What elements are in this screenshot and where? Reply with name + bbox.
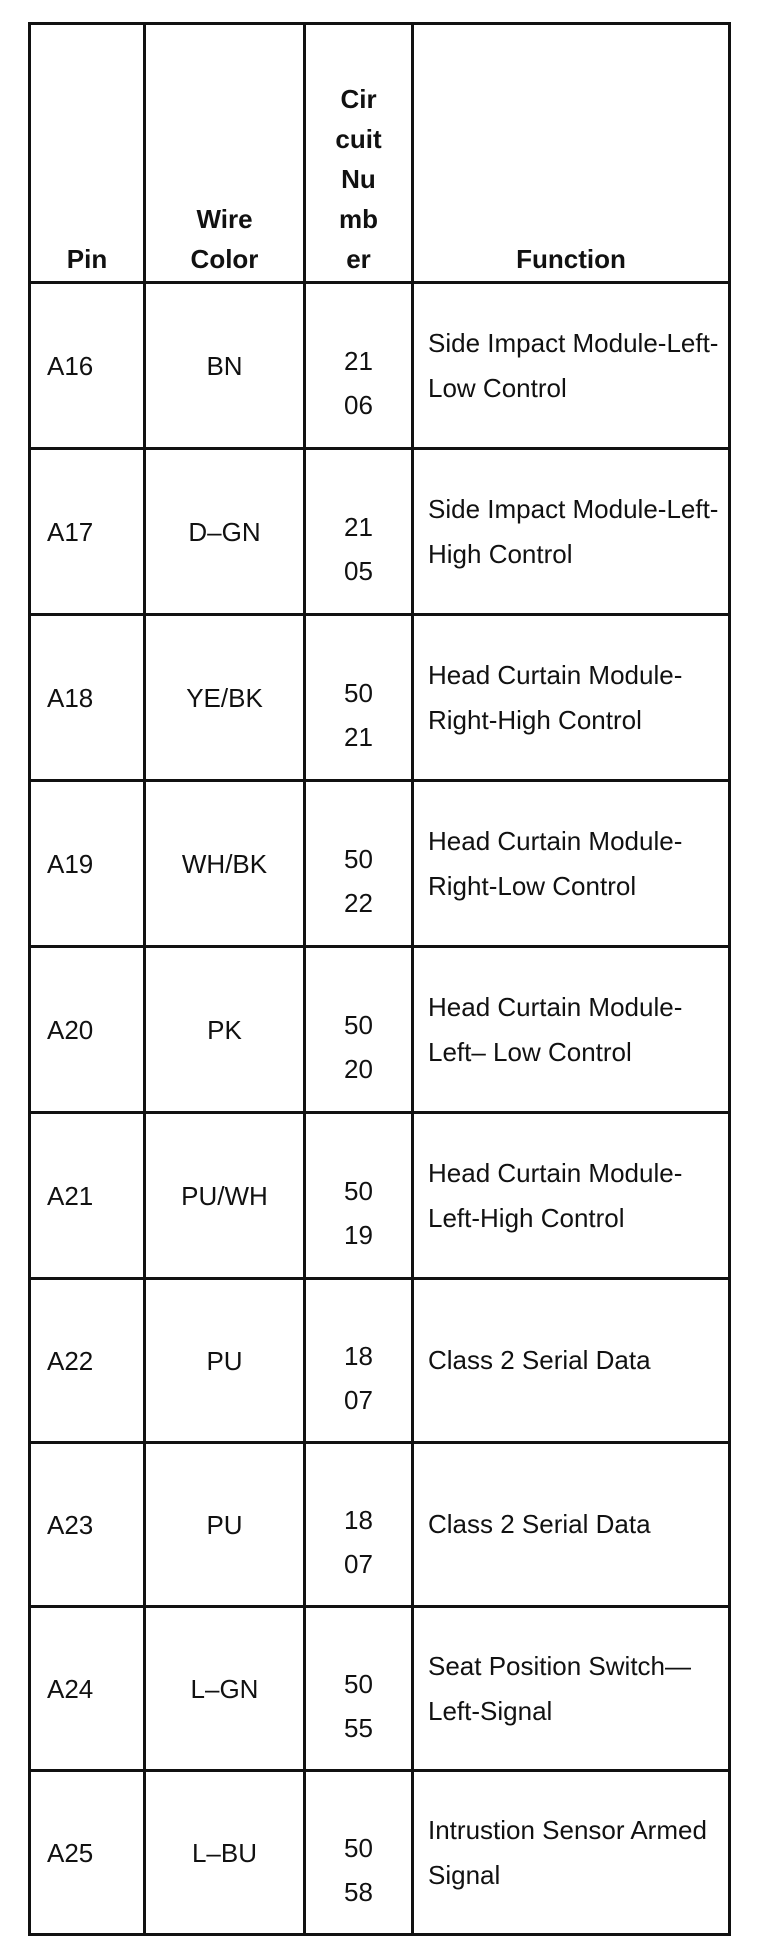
cell-circuit-number: 18 07 xyxy=(305,1279,413,1443)
cell-function: Intrustion Sensor Armed Signal xyxy=(413,1771,730,1935)
cell-circuit-number: 21 05 xyxy=(305,449,413,615)
cell-function: Side Impact Module-Left-Low Control xyxy=(413,283,730,449)
header-function: Function xyxy=(413,24,730,283)
cell-function: Class 2 Serial Data xyxy=(413,1279,730,1443)
cell-function: Head Curtain Module-Right-Low Control xyxy=(413,781,730,947)
table-row xyxy=(30,615,730,781)
cell-function: Side Impact Module-Left-High Control xyxy=(413,449,730,615)
cell-function: Head Curtain Module-Left-High Control xyxy=(413,1113,730,1279)
table-row xyxy=(30,1607,730,1771)
table-row xyxy=(30,283,730,449)
cell-wire-color: BN xyxy=(145,283,305,449)
cell-pin: A18 xyxy=(30,615,145,781)
cell-circuit-number: 50 20 xyxy=(305,947,413,1113)
connector-pinout-table-container xyxy=(28,22,731,1936)
cell-pin: A16 xyxy=(30,283,145,449)
table-row xyxy=(30,1771,730,1935)
cell-function: Class 2 Serial Data xyxy=(413,1443,730,1607)
header-pin: Pin xyxy=(30,24,145,283)
table-row xyxy=(30,781,730,947)
table-row xyxy=(30,1113,730,1279)
cell-pin: A19 xyxy=(30,781,145,947)
cell-circuit-number: 50 21 xyxy=(305,615,413,781)
header-wire-color: Wire Color xyxy=(145,24,305,283)
cell-circuit-number: 21 06 xyxy=(305,283,413,449)
cell-wire-color: PU xyxy=(145,1443,305,1607)
cell-pin: A23 xyxy=(30,1443,145,1607)
cell-pin: A25 xyxy=(30,1771,145,1935)
table-row xyxy=(30,947,730,1113)
connector-pinout-table xyxy=(28,22,731,1936)
table-row xyxy=(30,1443,730,1607)
cell-wire-color: PU/WH xyxy=(145,1113,305,1279)
cell-pin: A21 xyxy=(30,1113,145,1279)
cell-pin: A17 xyxy=(30,449,145,615)
table-row xyxy=(30,449,730,615)
cell-wire-color: YE/BK xyxy=(145,615,305,781)
cell-circuit-number: 18 07 xyxy=(305,1443,413,1607)
cell-circuit-number: 50 58 xyxy=(305,1771,413,1935)
cell-function: Head Curtain Module-Right-High Control xyxy=(413,615,730,781)
cell-wire-color: PK xyxy=(145,947,305,1113)
cell-pin: A22 xyxy=(30,1279,145,1443)
cell-wire-color: PU xyxy=(145,1279,305,1443)
cell-wire-color: L–GN xyxy=(145,1607,305,1771)
table-header-row xyxy=(30,24,730,283)
cell-circuit-number: 50 19 xyxy=(305,1113,413,1279)
cell-function: Seat Position Switch—Left-Signal xyxy=(413,1607,730,1771)
cell-pin: A20 xyxy=(30,947,145,1113)
cell-wire-color: L–BU xyxy=(145,1771,305,1935)
cell-circuit-number: 50 22 xyxy=(305,781,413,947)
table-row xyxy=(30,1279,730,1443)
cell-circuit-number: 50 55 xyxy=(305,1607,413,1771)
cell-wire-color: D–GN xyxy=(145,449,305,615)
cell-wire-color: WH/BK xyxy=(145,781,305,947)
header-circuit-number: Cir cuit Nu mb er xyxy=(305,24,413,283)
cell-function: Head Curtain Module-Left– Low Control xyxy=(413,947,730,1113)
cell-pin: A24 xyxy=(30,1607,145,1771)
